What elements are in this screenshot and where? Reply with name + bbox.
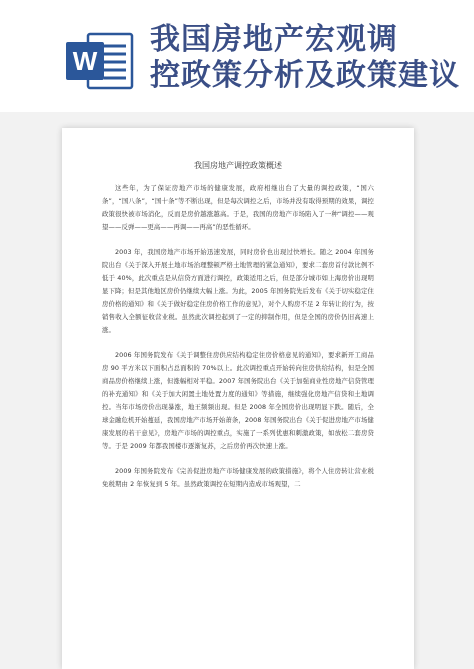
document-page[interactable] xyxy=(62,128,414,669)
page-bottom-fade xyxy=(62,639,414,669)
document-paragraph: 2003 年，我国房地产市场开始迅速发展，同时房价也出现过快增长。随之 2004 年国务院出台《关于深入开展土地市场治理整顿严格土地管理的紧急通知》，要求二套房首付款比例不低于 40%，此次重点是从信贷方面进行调控，政策适用之后，但是部分城市如上海房价出现明显下降；但是其他地区房价仍继续大幅上涨。为此，2005 年国务院先后发布《关于切实稳定住房价格的通知》和《关于做好稳定住房价格工作的意见》，对个人购房不足 2 年转让的行为，按销售收入全额征收营业税。虽然此次调控起到了一定的抑制作用，但是全国的房价仍旧高速上涨。 xyxy=(102,248,374,334)
document-paragraph: 2009 年国务院发布《完善促进房地产市场健康发展的政策措施》，将个人住房转让营业税免税期由 2 年恢复到 5 年。虽然政策调控在短期内造成市场观望，二 xyxy=(102,467,374,488)
title-line-2: 控政策分析及政策建议 xyxy=(150,58,460,93)
page-title xyxy=(150,22,468,94)
document-heading: 我国房地产调控政策概述 xyxy=(194,161,282,170)
document-body xyxy=(102,182,374,491)
title-banner xyxy=(0,0,474,112)
word-document-icon xyxy=(64,30,136,92)
document-paragraph: 2006 年国务院发布《关于调整住房供应结构稳定住房价格意见的通知》，要求新开工商品房 90 平方米以下面积占总面积的 70%以上。此次调控重点开始转向住房供给结构，但是全国商品房价格继续上涨，但涨幅相对平稳。2007 年国务院出台《关于加强商业性房地产信贷管理的补充通知》和《关于加大闲置土地处置力度的通知》等措施，继续强化房地产信贷和土地调控。当年市场房价出现暴涨，地王频频出现。但是 2008 年全国房价出现明显下跌。随后，全球金融危机开始蔓延，我国房地产市场开始萧条，2008 年国务院出台《关于促进房地产市场健康发展的若干意见》，房地产市场的调控重点，实施了一系列优惠和刺激政策，如放松二套房贷等。于是 2009 年都我国楼市逐渐复苏，之后房价再次快速上涨。 xyxy=(102,351,374,450)
document-paragraph: 这些年，为了保证房地产市场的健康发展，政府相继出台了大量的调控政策，“国六条”，“国八条”，“国十条”等不断出现，但是每次调控之后，市场并没有取得预期的效果，调控政策很快被市场消化，反而是房价越涨越高。于是，我国的房地产市场陷入了一种“调控——观望——反弹——更高——再调——再高”的恶性循环。 xyxy=(102,184,374,231)
title-line-1: 我国房地产宏观调 xyxy=(150,22,398,57)
svg-text:W: W xyxy=(72,46,98,76)
